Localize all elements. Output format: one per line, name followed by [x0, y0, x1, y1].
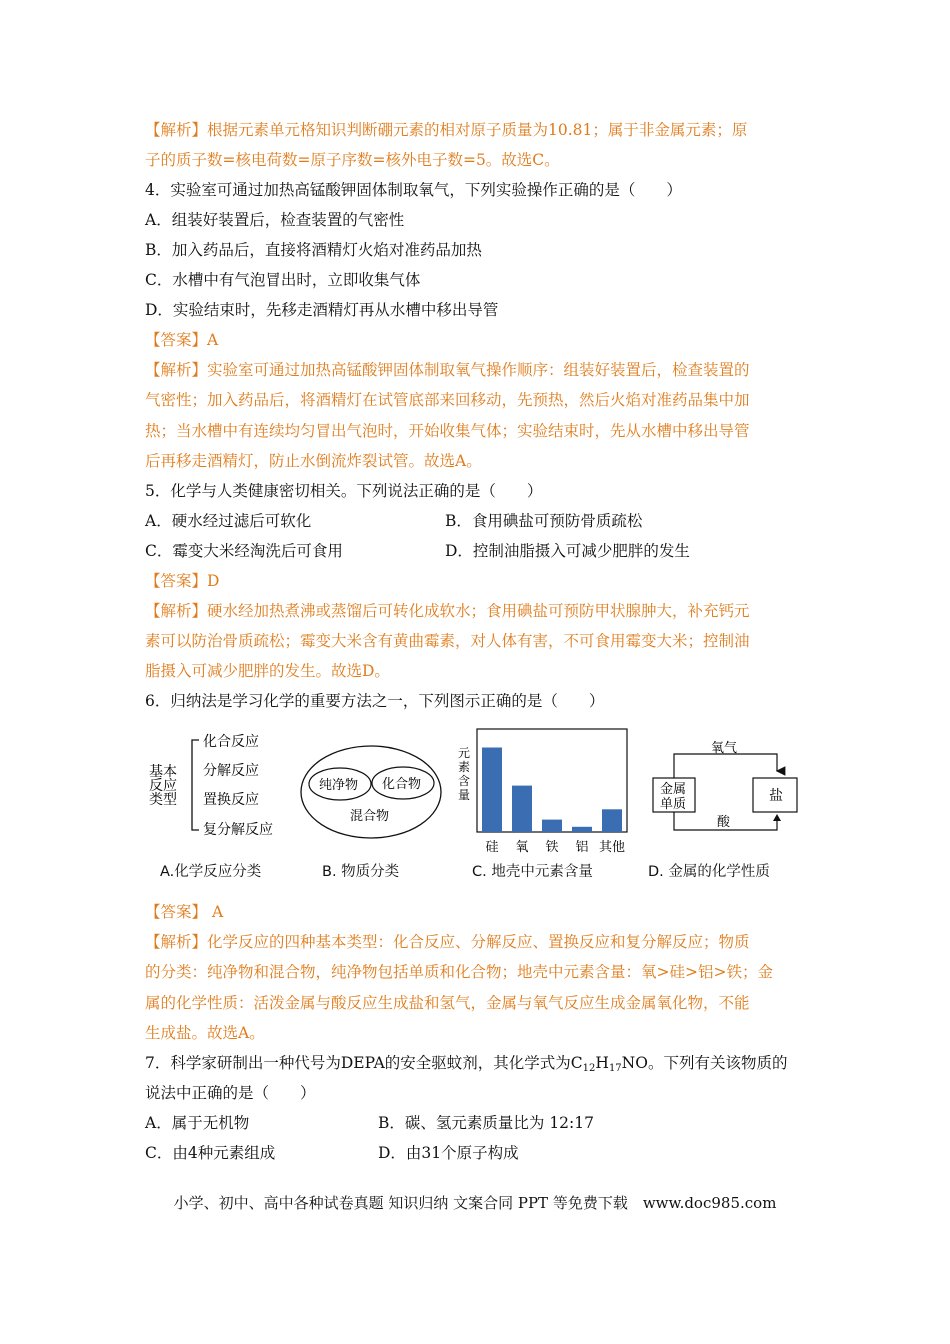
fig-a-group-2: 反应: [149, 778, 177, 794]
q3-analysis-line-1: 【解析】根据元素单元格知识判断硼元素的相对原子质量为10.81；属于非金属元素；原: [145, 121, 748, 139]
q5-stem: 5．化学与人类健康密切相关。下列说法正确的是（ ）: [145, 482, 543, 500]
fig-c-ylabel: [458, 746, 470, 802]
q4-analysis-line-2: 气密性；加入药品后，将酒精灯在试管底部来回移动，先预热，然后火焰对准药品集中加: [145, 391, 750, 409]
q4-option-c: C．水槽中有气泡冒出时，立即收集气体: [145, 271, 421, 289]
fig-a-group-3: 类型: [149, 792, 177, 808]
q4-option-b: B．加入药品后，直接将酒精灯火焰对准药品加热: [145, 241, 482, 259]
q7-stem-line-1: 7．科学家研制出一种代号为DEPA的安全驱蚊剂，其化学式为$C_{12}H_{17}NO$。下列有关该物质的: [145, 1054, 788, 1074]
fig-c-caption: C. 地壳中元素含量: [472, 864, 593, 880]
fig-a-item-1: 化合反应: [203, 734, 259, 750]
q5-option-d: D．控制油脂摄入可减少肥胖的发生: [445, 542, 690, 560]
q7-option-d: D．由31个原子构成: [378, 1144, 519, 1162]
fig-a-brace: [192, 740, 199, 830]
fig-a-caption: A.化学反应分类: [160, 864, 262, 880]
q4-analysis-line-4: 后再移走酒精灯，防止水倒流炸裂试管。故选A。: [145, 452, 482, 470]
bar-硅: [482, 748, 502, 833]
bar-铁: [542, 820, 562, 832]
fig-b-label-pure: 纯净物: [319, 778, 359, 793]
fig-d-label-oxygen: 氧气: [711, 741, 738, 756]
fig-a-group-1: 基本: [149, 764, 177, 780]
q4-analysis-line-3: 热；当水槽中有连续均匀冒出气泡时，开始收集气体；实验结束时，先从水槽中移出导管: [145, 422, 750, 440]
q7-stem-line-2: 说法中正确的是（ ）: [145, 1084, 316, 1102]
q6-analysis-line-1: 【解析】化学反应的四种基本类型：化合反应、分解反应、置换反应和复分解反应；物质: [145, 933, 750, 951]
q7-option-a: A．属于无机物: [145, 1114, 250, 1132]
tick-label-铁: 铁: [545, 840, 559, 855]
fig-b-label-mixture: 混合物: [350, 809, 390, 824]
bar-氧: [512, 786, 532, 832]
fig-d-caption: D. 金属的化学性质: [648, 864, 770, 880]
figure-c-crust-elements-chart: [455, 727, 635, 857]
q6-answer: 【答案】 A: [145, 903, 224, 921]
q5-option-b: B．食用碘盐可预防骨质疏松: [445, 512, 643, 530]
q4-option-d: D．实验结束时，先移走酒精灯再从水槽中移出导管: [145, 301, 499, 319]
tick-label-其他: 其他: [598, 840, 626, 855]
tick-label-硅: 硅: [485, 840, 499, 855]
figure-d-metal-properties: [645, 738, 805, 838]
q4-stem: 4．实验室可通过加热高锰酸钾固体制取氧气，下列实验操作正确的是（ ）: [145, 181, 682, 199]
q5-option-c: C．霉变大米经淘洗后可食用: [145, 542, 343, 560]
q7-option-c: C．由4种元素组成: [145, 1144, 276, 1162]
ylabel-char: 量: [457, 788, 471, 802]
fig-a-item-2: 分解反应: [203, 763, 259, 779]
ylabel-char: 素: [457, 760, 471, 774]
q6-analysis-line-3: 属的化学性质：活泼金属与酸反应生成盐和氢气，金属与氧气反应生成金属氧化物，不能: [145, 994, 750, 1012]
q6-analysis-line-4: 生成盐。故选A。: [145, 1024, 265, 1042]
figure-a-reaction-types: [145, 728, 295, 846]
q5-analysis-line-1: 【解析】硬水经加热煮沸或蒸馏后可转化成软水；食用碘盐可预防甲状腺肿大，补充钙元: [145, 602, 750, 620]
tick-label-氧: 氧: [515, 840, 529, 855]
q5-analysis-line-2: 素可以防治骨质疏松；霉变大米含有黄曲霉素，对人体有害，不可食用霉变大米；控制油: [145, 632, 750, 650]
q7-option-b: B．碳、氢元素质量比为 12:17: [378, 1114, 594, 1132]
tick-label-铝: 铝: [575, 840, 589, 855]
q5-option-a: A．硬水经过滤后可软化: [145, 512, 312, 530]
fig-b-caption: B. 物质分类: [322, 864, 400, 880]
figure-b-substance-classes: [298, 740, 448, 840]
bar-铝: [572, 827, 592, 832]
ylabel-char: 含: [457, 774, 471, 788]
fig-d-label-salt: 盐: [769, 788, 783, 804]
q4-answer: 【答案】A: [145, 331, 219, 349]
q5-answer: 【答案】D: [145, 572, 220, 590]
fig-d-label-acid: 酸: [717, 815, 731, 830]
q5-analysis-line-3: 脂摄入可减少肥胖的发生。故选D。: [145, 662, 390, 680]
page-footer: 小学、初中、高中各种试卷真题 知识归纳 文案合同 PPT 等免费下载 www.doc985.com: [173, 1194, 777, 1212]
q6-stem: 6．归纳法是学习化学的重要方法之一，下列图示正确的是（ ）: [145, 692, 605, 710]
q3-analysis-line-2: 子的质子数=核电荷数=原子序数=核外电子数=5。故选C。: [145, 151, 560, 169]
ylabel-char: 元: [457, 746, 471, 760]
q4-option-a: A．组装好装置后，检查装置的气密性: [145, 211, 405, 229]
fig-b-label-compound: 化合物: [382, 777, 422, 792]
fig-a-item-3: 置换反应: [203, 792, 259, 808]
fig-d-label-metal-2: 单质: [660, 797, 687, 812]
q6-analysis-line-2: 的分类：纯净物和混合物，纯净物包括单质和化合物；地壳中元素含量：氧>硅>铝>铁；金: [145, 963, 773, 981]
fig-a-item-4: 复分解反应: [203, 822, 273, 838]
fig-d-arrowhead-bottom: [773, 814, 781, 821]
bar-其他: [602, 809, 622, 832]
q4-analysis-line-1: 【解析】实验室可通过加热高锰酸钾固体制取氧气操作顺序：组装好装置后，检查装置的: [145, 361, 750, 379]
fig-d-label-metal-1: 金属: [660, 782, 687, 797]
fig-d-arrow-top: [674, 754, 777, 778]
